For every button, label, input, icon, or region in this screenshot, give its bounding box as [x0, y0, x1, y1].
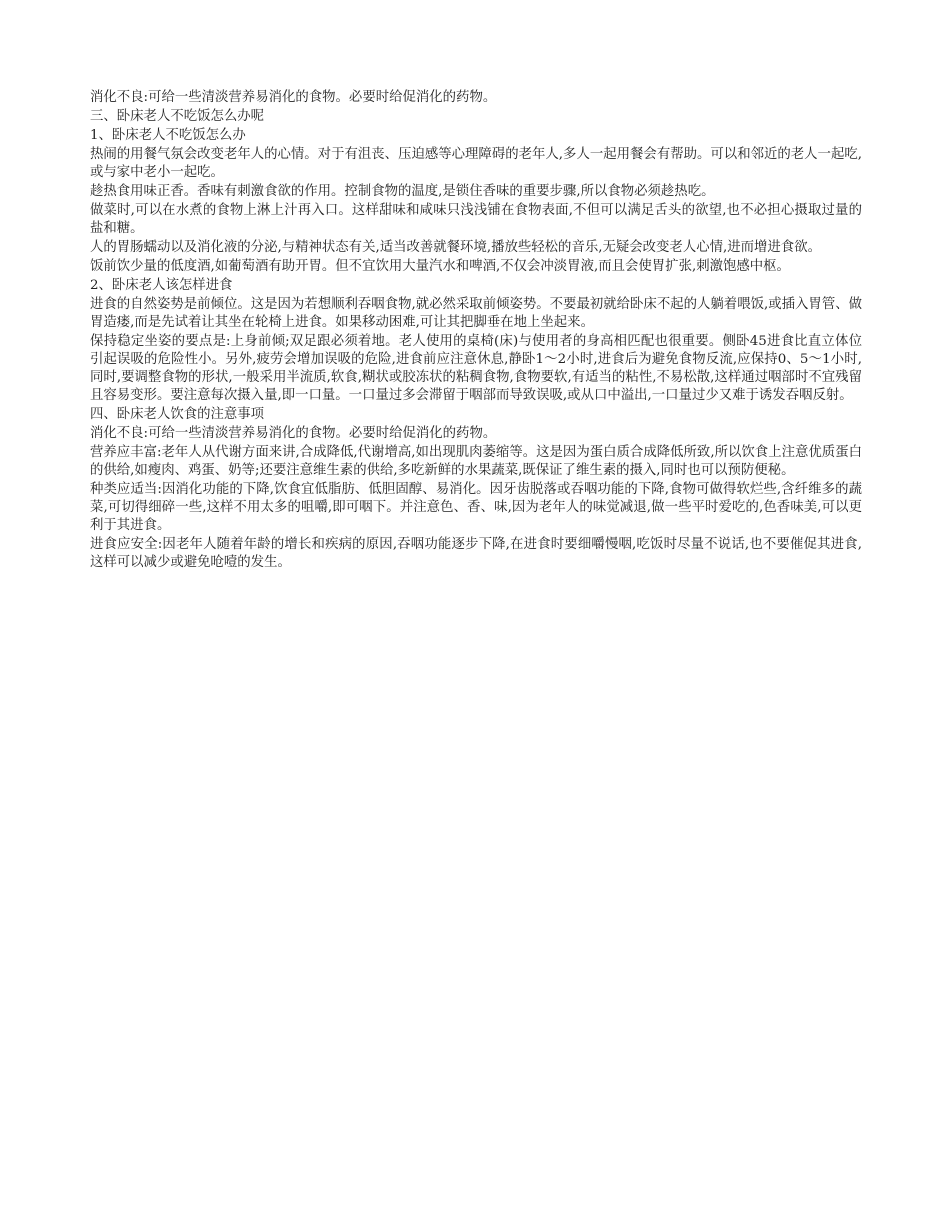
section-heading-3: 三、卧床老人不吃饭怎么办呢 [90, 109, 265, 124]
paragraph-wine: 饭前饮少量的低度酒,如葡萄酒有助开胃。但不宜饮用大量汽水和啤酒,不仅会冲淡胃液,而且会使胃扩张,刺激饱感中枢。 [90, 259, 790, 274]
paragraph-atmosphere: 热闹的用餐气氛会改变老年人的心情。对于有沮丧、压迫感等心理障碍的老年人,多人一起用餐会有帮助。可以和邻近的老人一起吃,或与家中老小一起吃。 [90, 147, 862, 180]
section-heading-4: 四、卧床老人饮食的注意事项 [90, 407, 265, 422]
paragraph-food-types: 种类应适当:因消化功能的下降,饮食宜低脂肪、低胆固醇、易消化。因牙齿脱落或吞咽功能的下降,食物可做得软烂些,含纤维多的蔬菜,可切得细碎一些,这样不用太多的咀嚼,即可咽下。并注意色、香、味,因为老年人的味觉减退,做一些平时爱吃的,色香味美,可以更利于其进食。 [90, 482, 862, 533]
document-body [90, 89, 862, 573]
paragraph-indigestion-2: 消化不良:可给一些清淡营养易消化的食物。必要时给促消化的药物。 [90, 426, 497, 441]
subheading-1: 1、卧床老人不吃饭怎么办 [90, 128, 246, 143]
paragraph-environment: 人的胃肠蠕动以及消化液的分泌,与精神状态有关,适当改善就餐环境,播放些轻松的音乐,无疑会改变老人心情,进而增进食欲。 [90, 240, 821, 255]
paragraph-indigestion: 消化不良:可给一些清淡营养易消化的食物。必要时给促消化的药物。 [90, 90, 497, 105]
paragraph-safety: 进食应安全:因老年人随着年龄的增长和疾病的原因,吞咽功能逐步下降,在进食时要细嚼慢咽,吃饭时尽量不说话,也不要催促其进食,这样可以减少或避免呛噎的发生。 [90, 537, 862, 570]
paragraph-sitting: 保持稳定坐姿的要点是:上身前倾;双足跟必须着地。老人使用的桌椅(床)与使用者的身高相匹配也很重要。侧卧45进食比直立体位引起误吸的危险性小。另外,疲劳会增加误吸的危险,进食前应注意休息,静卧1～2小时,进食后为避免食物反流,应保持0、5～1小时,同时,要调整食物的形状,一般采用半流质,软食,糊状或胶冻状的粘稠食物,食物要软,有适当的粘性,不易松散,这样通过咽部时不宜残留且容易变形。要注意每次摄入量,即一口量。一口量过多会滞留于咽部而导致误吸,或从口中溢出,一口量过少又难于诱发吞咽反射。 [90, 334, 862, 403]
paragraph-posture: 进食的自然姿势是前倾位。这是因为若想顺利吞咽食物,就必然采取前倾姿势。不要最初就给卧床不起的人躺着喂饭,或插入胃管、做胃造瘘,而是先试着让其坐在轮椅上进食。如果移动困难,可让其把脚垂在地上坐起来。 [90, 297, 862, 330]
paragraph-nutrition: 营养应丰富:老年人从代谢方面来讲,合成降低,代谢增高,如出现肌肉萎缩等。这是因为蛋白质合成降低所致,所以饮食上注意优质蛋白的供给,如瘦肉、鸡蛋、奶等;还要注意维生素的供给,多吃新鲜的水果蔬菜,既保证了维生素的摄入,同时也可以预防便秘。 [90, 445, 862, 478]
paragraph-cooking: 做菜时,可以在水煮的食物上淋上汁再入口。这样甜味和咸味只浅浅铺在食物表面,不但可以满足舌头的欲望,也不必担心摄取过量的盐和糖。 [90, 203, 862, 236]
subheading-2: 2、卧床老人该怎样进食 [90, 278, 233, 293]
paragraph-eat-hot: 趁热食用味正香。香味有刺激食欲的作用。控制食物的温度,是锁住香味的重要步骤,所以食物必须趁热吃。 [90, 184, 715, 199]
